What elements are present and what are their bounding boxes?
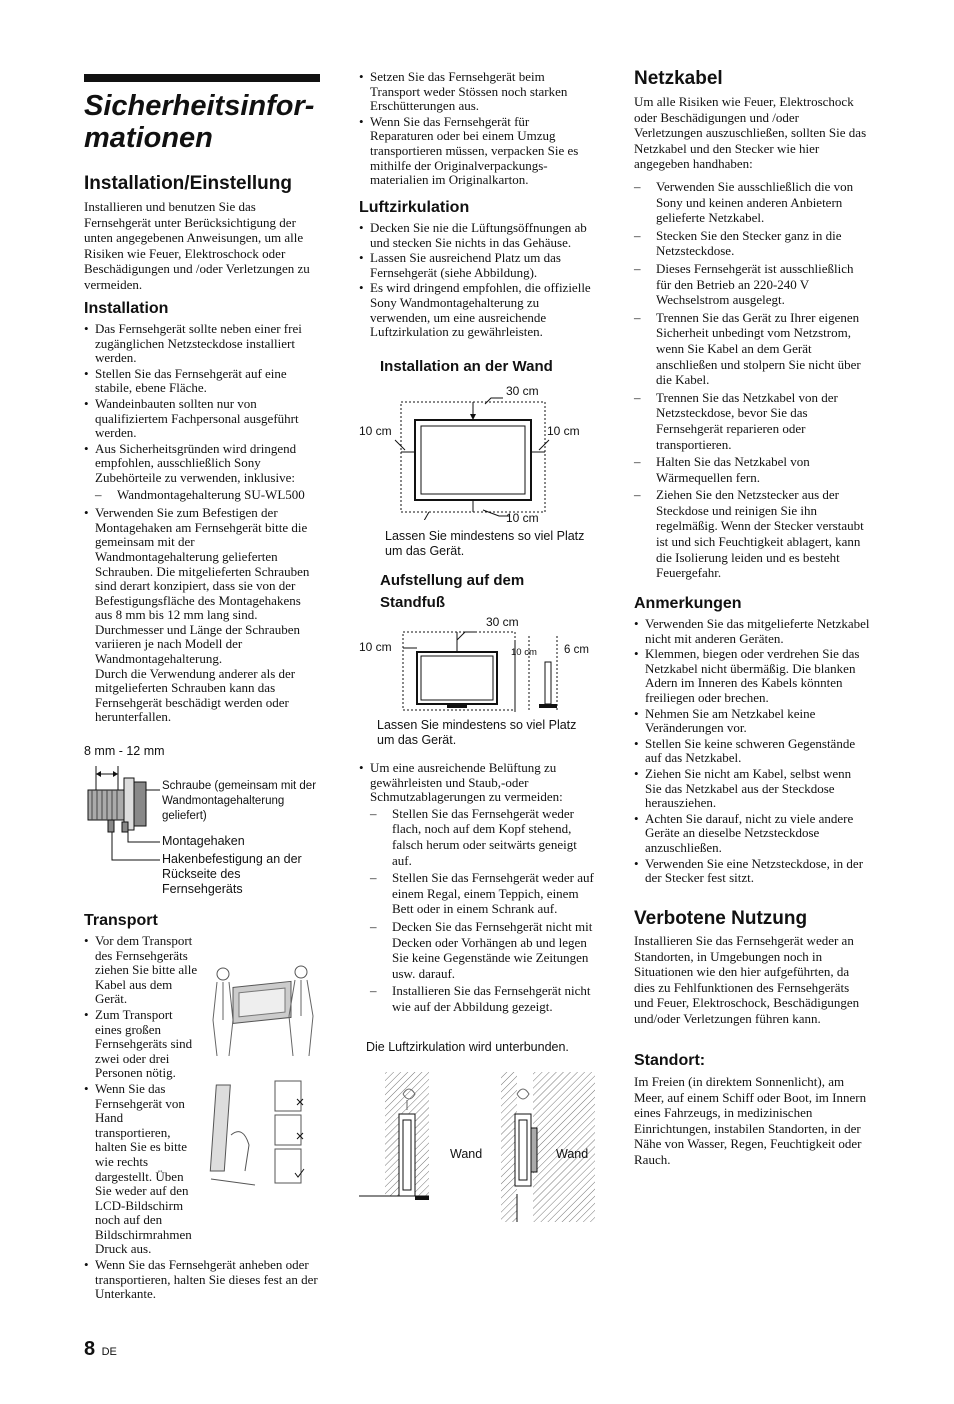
list-item: – Verwenden Sie ausschließlich die von Sony und keinen anderen Anbietern gelieferte Netzkabel. xyxy=(634,179,870,226)
list-item: • Wenn Sie das Fernsehgerät für Reparaturen oder bei einem Umzug transportieren müssen, verpacken Sie es mithilfe der Originalverpackungs-materialien im Originalkarton. xyxy=(359,115,595,188)
hook-label: Montagehaken xyxy=(162,834,245,848)
stand-left-clearance: 10 cm xyxy=(359,640,392,654)
list-item: – Ziehen Sie den Netzstecker aus der Steckdose und reinigen Sie ihn regelmäßig. Wenn der Stecker verstaubt ist und sich Feuchtigkeit ablagert, kann die Isolierung leiden und es besteht Feuergefahr. xyxy=(634,487,870,581)
list-item: – Halten Sie das Netzkabel von Wärmequellen fern. xyxy=(634,454,870,485)
wall-label-right: Wand xyxy=(556,1147,589,1161)
list-item: • Verwenden Sie eine Netzsteckdose, in der der Stecker fest sitzt. xyxy=(634,857,870,886)
screw-label: Schraube (gemeinsam mit der Wandmontagehalterung geliefert) xyxy=(162,780,317,822)
anmerkungen-list xyxy=(634,617,870,887)
list-item: • Wenn Sie das Fernsehgerät von Hand transportieren, halten Sie es bitte wie rechts dargestellt. Üben Sie weder auf den LCD-Bildschirm noch auf den Bildschirmrahmen Druck aus. xyxy=(84,1082,320,1257)
list-item: • Lassen Sie ausreichend Platz um das Fernsehgerät (siehe Abbildung). xyxy=(359,251,595,280)
luft-list xyxy=(359,221,595,341)
page-footer xyxy=(84,1338,117,1361)
intro-paragraph: Installieren und benutzen Sie das Fernsehgerät unter Berücksichtigung der unten angegebenen Anweisungen, um alle Risiken wie Feuer, Elektroschock oder Beschädigungen und /oder Verletzungen zu vermeiden. xyxy=(84,199,310,292)
wall-bottom-clearance: 10 cm xyxy=(506,511,539,525)
blocked-airflow-diagram xyxy=(359,1064,595,1224)
stand-clearance-diagram xyxy=(359,626,595,716)
stand-caption: Lassen Sie mindestens so viel Platz um das Gerät. xyxy=(377,718,577,747)
heading-installation-setup: Installation/Einstellung xyxy=(84,173,292,194)
list-item: • Stellen Sie das Fernsehgerät auf eine stabile, ebene Fläche. xyxy=(84,367,320,396)
vent-list xyxy=(359,761,595,1017)
netzkabel-list xyxy=(634,179,870,583)
wall-top-clearance: 30 cm xyxy=(506,384,539,398)
list-item: • Setzen Sie das Fernsehgerät beim Transport weder Stössen noch starken Erschütterungen aus. xyxy=(359,70,595,114)
stand-mid-clearance: 10 cm xyxy=(511,647,537,658)
list-item: – Dieses Fernsehgerät ist ausschließlich für den Betrieb an 220-240 V Wechselstrom ausgelegt. xyxy=(634,261,870,308)
sub-list-item: – Installieren Sie das Fernsehgerät nicht wie auf der Abbildung gezeigt. xyxy=(370,983,595,1014)
wall-label-left: Wand xyxy=(450,1147,483,1161)
heading-wall-installation: Installation an der Wand xyxy=(380,358,553,375)
sub-list-item: – Stellen Sie das Fernsehgerät weder auf einem Regal, einem Teppich, einem Bett oder in einem Schrank auf. xyxy=(370,870,595,917)
list-item: • Nehmen Sie am Netzkabel keine Veränderungen vor. xyxy=(634,707,870,736)
hook-mount-label: Hakenbefestigung an der Rückseite des Fernsehgeräts xyxy=(162,852,302,896)
stand-top-clearance: 30 cm xyxy=(486,615,519,629)
heading-anmerkungen: Anmerkungen xyxy=(634,595,742,612)
list-item: • Um eine ausreichende Belüftung zu gewährleisten und Staub,-oder Schmutzablagerungen zu vermeiden: – Stellen Sie das Fernsehgerät weder flach, noch auf dem Kopf stehend, falsch herum oder seitwärts geneigt auf. – Stellen Sie das Fernsehgerät weder auf einem Regal, einem Teppich, einem Bett oder in einem Schrank auf. – Decken Sie das Fernsehgerät nicht mit Decken oder Vorhängen ab und legen Sie keine Gegenstände wie Zeitungen usw. darauf. – Installieren Sie das Fernsehgerät nicht wie auf der Abbildung gezeigt. xyxy=(359,761,595,1015)
list-item-text: Aus Sicherheitsgründen wird dringend empfohlen, ausschließlich Sony Zubehörteile zu verwenden, inklusive: xyxy=(95,440,297,485)
list-item: • Decken Sie nie die Lüftungsöffnungen ab und stecken Sie nichts in das Gehäuse. xyxy=(359,221,595,250)
list-item: • Es wird dringend empfohlen, die offizielle Sony Wandmontagehalterung zu verwenden, um eine ausreichende Luftzirkulation zu gewährleisten. xyxy=(359,281,595,339)
heading-installation: Installation xyxy=(84,300,169,317)
list-item: • Wandeinbauten sollten nur von qualifiziertem Fachpersonal ausgeführt werden. xyxy=(84,397,320,441)
standort-paragraph: Im Freien (in direktem Sonnenlicht), am Meer, auf einem Schiff oder Boot, im Innern eines Fahrzeugs, in medizinischen Einrichtungen, instabilen Standorten, in der Nähe von Wasser, Regen, Feuchtigkeit oder Rauch. xyxy=(634,1074,867,1167)
heading-verbotene-nutzung: Verbotene Nutzung xyxy=(634,908,808,929)
list-item: • Wenn Sie das Fernsehgerät anheben oder transportieren, halten Sie dieses fest an der Unterkante. xyxy=(84,1258,320,1302)
list-item: – Stecken Sie den Stecker ganz in die Netzsteckdose. xyxy=(634,228,870,259)
list-item xyxy=(84,442,320,502)
list-item: • Vor dem Transport des Fernsehgeräts ziehen Sie bitte alle Kabel aus dem Gerät. xyxy=(84,934,199,1007)
netzkabel-paragraph: Um alle Risiken wie Feuer, Elektroschock oder Beschädigungen und /oder Verletzungen auszuschließen, sollten Sie das Netzkabel und den Stecker wie hier angegeben handhaben: xyxy=(634,94,867,172)
wall-caption: Lassen Sie mindestens so viel Platz um das Gerät. xyxy=(385,529,585,558)
wall-clearance-diagram xyxy=(359,390,595,520)
installation-list xyxy=(84,322,320,726)
heading-stand-installation: Aufstellung auf dem Standfuß xyxy=(380,572,525,611)
sub-list-item: – Decken Sie das Fernsehgerät nicht mit Decken oder Vorhängen ab und legen Sie keine Gegenstände wie Zeitungen usw. darauf. xyxy=(370,919,595,981)
language-code: DE xyxy=(101,1346,117,1358)
heading-transport: Transport xyxy=(84,912,158,929)
transport-illustration-people xyxy=(209,960,319,1060)
list-item: • Klemmen, biegen oder verdrehen Sie das Netzkabel nicht übermäßig. Die blanken Adern im Inneren des Kabels könnten freiliegen oder brechen. xyxy=(634,647,870,705)
list-item: • Achten Sie darauf, nicht zu viele andere Geräte an dieselbe Netzsteckdose anzuschließen. xyxy=(634,812,870,856)
screw-diagram xyxy=(84,760,164,870)
transport-list-continued xyxy=(359,70,595,189)
blocked-caption: Die Luftzirkulation wird unterbunden. xyxy=(366,1040,569,1054)
list-item: • Zum Transport eines großen Fernsehgeräts sind zwei oder drei Personen nötig. xyxy=(84,1008,199,1081)
wall-left-clearance: 10 cm xyxy=(359,424,392,438)
heading-netzkabel: Netzkabel xyxy=(634,68,723,89)
list-item: • Stellen Sie keine schweren Gegenstände auf das Netzkabel. xyxy=(634,737,870,766)
transport-illustration-handling xyxy=(209,1075,319,1190)
stand-right-clearance: 6 cm xyxy=(564,644,589,656)
list-item: • Verwenden Sie zum Befestigen der Montagehaken am Fernsehgerät bitte die gemeinsam mit der Wandmontagehalterung gelieferten Schrauben. Die mitgelieferten Schrauben sind derart konzipiert, dass sie von der Befestigungsfläche des Montagehakens aus 8 mm bis 12 mm lang sind. Durchmesser und Länge der Schrauben variieren je nach Modell der Wandmontagehalterung. Durch die Verwendung anderer als der mitgelieferten Schrauben kann das Fernsehgerät beschädigt werden oder herunterfallen. xyxy=(84,506,320,725)
list-item: – Trennen Sie das Gerät zu Ihrer eigenen Sicherheit unbedingt vom Netzstrom, wenn Sie Kabel an dem Gerät anschließen und stolpern Sie nicht über die Kabel. xyxy=(634,310,870,388)
list-item: – Trennen Sie das Netzkabel von der Netzsteckdose, bevor Sie das Fernsehgerät reparieren oder transportieren. xyxy=(634,390,870,452)
page-title: Sicherheitsinfor- mationen xyxy=(84,90,315,154)
sub-list-item: – Stellen Sie das Fernsehgerät weder flach, noch auf dem Kopf stehend, falsch herum oder seitwärts geneigt auf. xyxy=(370,806,595,868)
list-item: • Das Fernsehgerät sollte neben einer frei zugänglichen Netzsteckdose installiert werden. xyxy=(84,322,320,366)
verbotene-paragraph: Installieren Sie das Fernsehgerät weder an Standorten, in Umgebungen noch in Situationen wie den hier aufgeführten, da dies zu Fehlfunktionen des Fernsehgeräts und Feuer, Elektroschock, Beschädigungen und/oder Verletzungen führen kann. xyxy=(634,933,860,1026)
heading-standort: Standort: xyxy=(634,1052,706,1069)
page-number: 8 xyxy=(84,1338,96,1360)
sub-list-item: – Wandmontagehalterung SU-WL500 xyxy=(95,487,320,503)
wall-right-clearance: 10 cm xyxy=(547,424,580,438)
list-item: • Verwenden Sie das mitgelieferte Netzkabel nicht mit anderen Geräten. xyxy=(634,617,870,646)
title-rule xyxy=(84,74,320,82)
screw-dimension: 8 mm - 12 mm xyxy=(84,744,165,758)
heading-luftzirkulation: Luftzirkulation xyxy=(359,199,470,216)
list-item: • Ziehen Sie nicht am Kabel, selbst wenn Sie das Netzkabel aus der Steckdose herausziehen. xyxy=(634,767,870,811)
